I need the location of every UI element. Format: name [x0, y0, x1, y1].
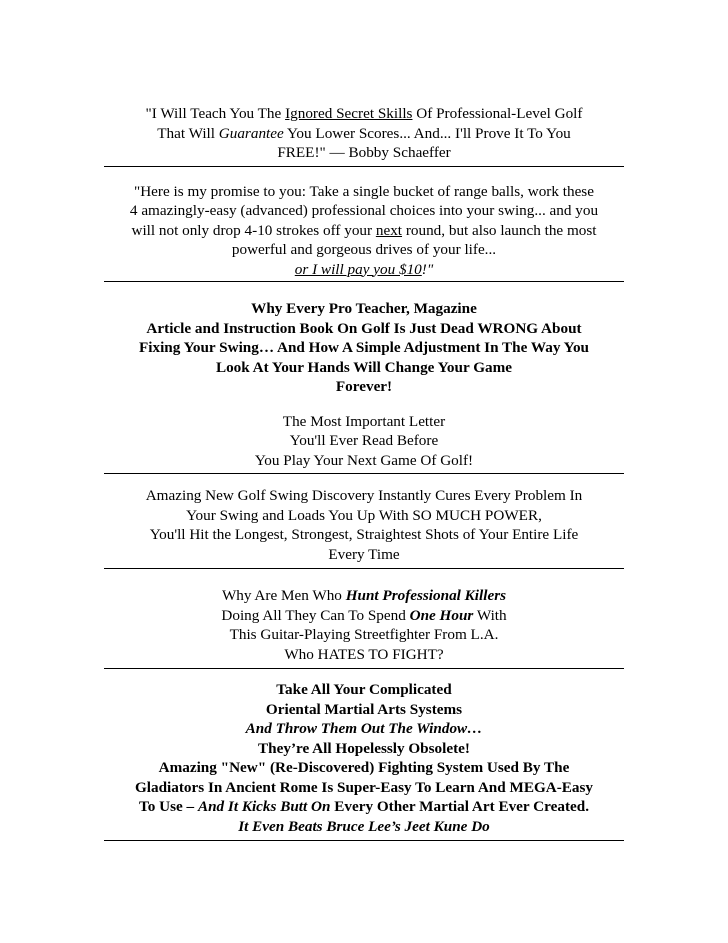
promise-line-2: 4 amazingly-easy (advanced) professional choices into your swing... and you [129, 202, 599, 219]
killers-line-1: Why Are Men Who Hunt Professional Killers [221, 587, 507, 604]
martial-line-4: They’re All Hopelessly Obsolete! [258, 739, 470, 757]
discovery-line-3: You'll Hit the Longest, Strongest, Straightest Shots of Your Entire Life [149, 526, 579, 543]
promise-paragraph [104, 167, 624, 282]
headline-line-2: Article and Instruction Book On Golf Is Just Dead WRONG About [146, 319, 582, 337]
promise-line-1: "Here is my promise to you: Take a single bucket of range balls, work these [134, 182, 594, 200]
martial-line-5: Amazing "New" (Re-Discovered) Fighting System Used By The [158, 759, 570, 776]
headline-line-5: Forever! [335, 378, 393, 395]
intro-line-2: That Will Guarantee You Lower Scores... And... I'll Prove It To You [157, 124, 571, 142]
swing-discovery [104, 474, 624, 568]
intro-quote [104, 100, 624, 166]
headline-line-3: Fixing Your Swing… And How A Simple Adjustment In The Way You [139, 339, 589, 356]
letter-line-1: The Most Important Letter [282, 412, 446, 430]
pay-you-text: or I will pay you $10 [294, 260, 422, 278]
martial-line-7: To Use – And It Kicks Butt On Every Other Martial Art Ever Created. [139, 798, 589, 815]
killers-line-2: Doing All They Can To Spend One Hour With [221, 606, 507, 624]
martial-line-1: Take All Your Complicated [276, 681, 452, 698]
ignored-secret-skills-text: Ignored Secret Skills [285, 105, 413, 122]
one-hour-text: One Hour [409, 606, 474, 624]
hunt-professional-killers-text: Hunt Professional Killers [345, 587, 507, 604]
divider [104, 840, 624, 841]
martial-line-8: It Even Beats Bruce Lee’s Jeet Kune Do [238, 817, 490, 835]
letter-line-3: You Play Your Next Game Of Golf! [254, 451, 474, 469]
discovery-line-2: Your Swing and Loads You Up With SO MUCH POWER, [186, 506, 542, 524]
martial-line-2: Oriental Martial Arts Systems [265, 700, 463, 718]
document-page [104, 100, 624, 841]
martial-line-6: Gladiators In Ancient Rome Is Super-Easy To Learn And MEGA-Easy [134, 778, 594, 796]
killers-section [104, 569, 624, 668]
martial-line-3: And Throw Them Out The Window… [245, 720, 483, 737]
next-text: next [375, 221, 403, 239]
martial-arts-section [104, 669, 624, 840]
headline [104, 282, 624, 401]
headline-line-4: Look At Your Hands Will Change Your Game [215, 358, 513, 376]
discovery-line-4: Every Time [328, 545, 400, 563]
headline-line-1: Why Every Pro Teacher, Magazine [251, 300, 477, 317]
intro-line-3: FREE!" — Bobby Schaeffer [277, 144, 451, 161]
guarantee-text: Guarantee [218, 124, 284, 142]
kicks-butt-text: And It Kicks Butt On [197, 798, 331, 815]
killers-line-4: Who HATES TO FIGHT? [284, 645, 444, 663]
intro-line-1: "I Will Teach You The Ignored Secret Skills Of Professional-Level Golf [145, 105, 583, 122]
killers-line-3: This Guitar-Playing Streetfighter From L.A. [229, 626, 499, 643]
promise-line-4: powerful and gorgeous drives of your life... [231, 241, 497, 258]
promise-line-5: or I will pay you $10!" [294, 260, 434, 278]
discovery-line-1: Amazing New Golf Swing Discovery Instantly Cures Every Problem In [145, 487, 583, 504]
important-letter [104, 401, 624, 474]
promise-line-3: will not only drop 4-10 strokes off your next round, but also launch the most [131, 221, 597, 239]
letter-line-2: You'll Ever Read Before [289, 432, 439, 449]
